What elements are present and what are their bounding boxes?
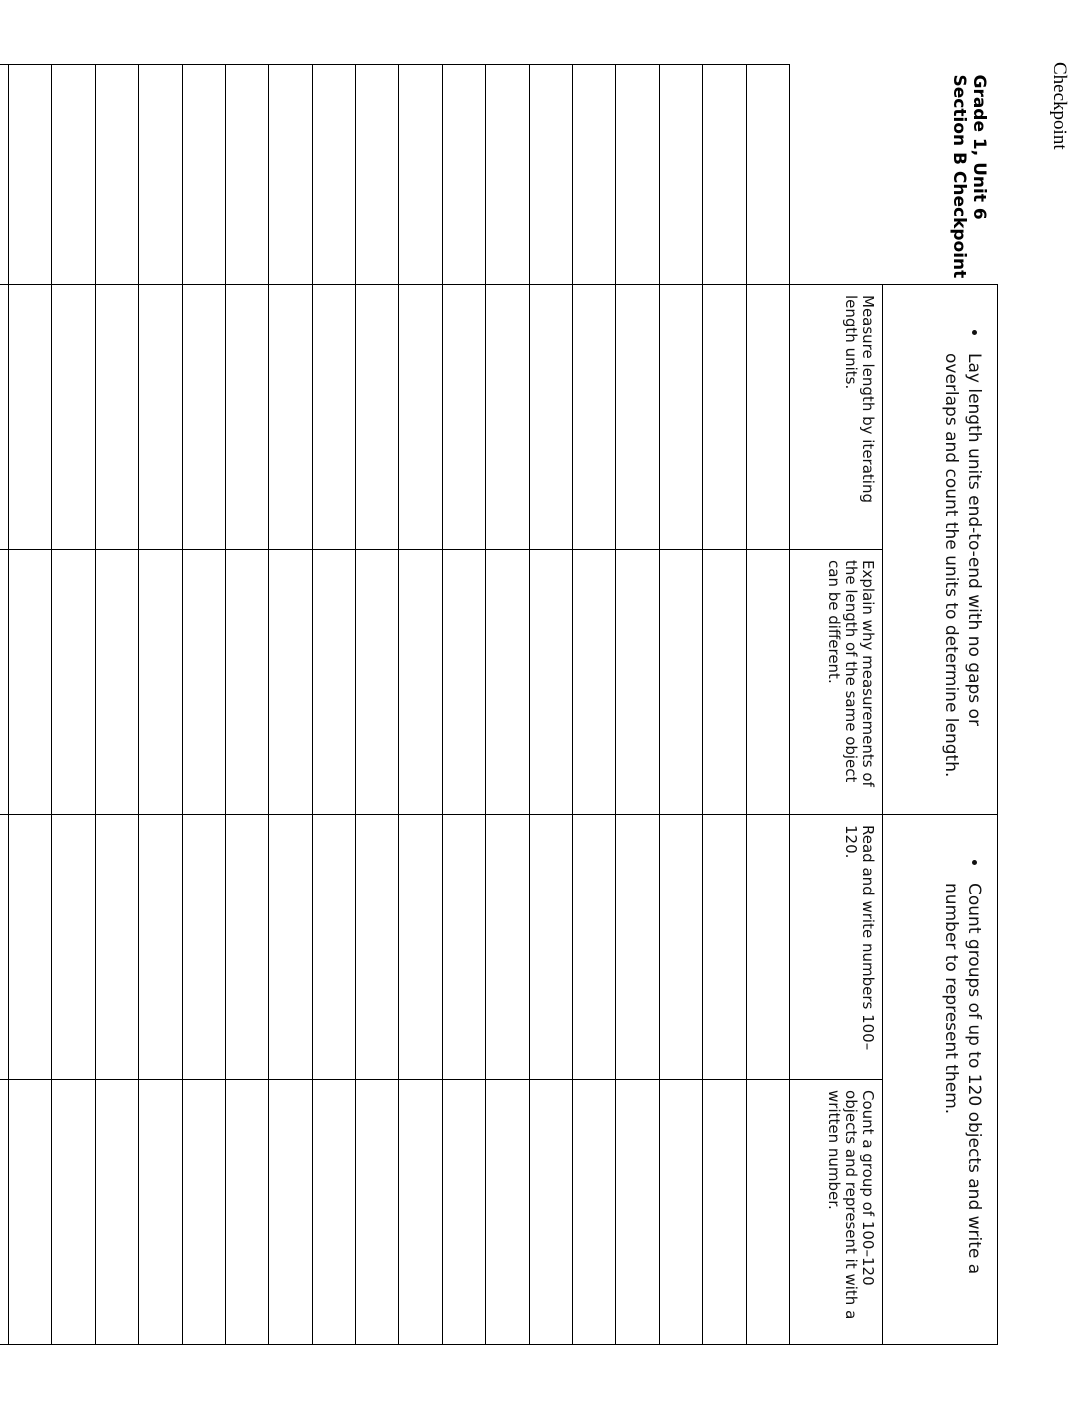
score-cell[interactable] [95, 1080, 138, 1345]
score-cell[interactable] [269, 550, 312, 815]
score-cell[interactable] [0, 550, 8, 815]
table-row [8, 65, 51, 1345]
score-cell[interactable] [659, 815, 702, 1080]
score-cell[interactable] [616, 1080, 659, 1345]
score-cell[interactable] [442, 815, 485, 1080]
table-row [225, 65, 268, 1345]
score-cell[interactable] [139, 285, 182, 550]
score-cell[interactable] [746, 1080, 789, 1345]
target-4: Count a group of 100–120 objects and represent it with a written number. [790, 1080, 883, 1345]
table-row [0, 65, 8, 1345]
score-cell[interactable] [0, 1080, 8, 1345]
score-cell[interactable] [139, 1080, 182, 1345]
score-cell[interactable] [95, 285, 138, 550]
table-row [573, 65, 616, 1345]
score-cell[interactable] [52, 815, 95, 1080]
student-name-cell[interactable] [312, 65, 355, 285]
score-cell[interactable] [8, 815, 51, 1080]
score-cell[interactable] [8, 550, 51, 815]
score-cell[interactable] [225, 1080, 268, 1345]
score-cell[interactable] [442, 550, 485, 815]
student-name-cell[interactable] [0, 65, 8, 285]
table-row [616, 65, 659, 1345]
score-cell[interactable] [703, 285, 746, 550]
table-row [269, 65, 312, 1345]
section-title: Grade 1, Unit 6 Section B Checkpoint [790, 65, 998, 285]
table-row [442, 65, 485, 1345]
score-cell[interactable] [356, 815, 399, 1080]
score-cell[interactable] [0, 815, 8, 1080]
score-cell[interactable] [182, 1080, 225, 1345]
student-name-cell[interactable] [269, 65, 312, 285]
student-rows [0, 65, 790, 1345]
student-name-cell[interactable] [573, 65, 616, 285]
student-name-cell[interactable] [139, 65, 182, 285]
score-cell[interactable] [442, 1080, 485, 1345]
student-name-cell[interactable] [529, 65, 572, 285]
score-cell[interactable] [486, 1080, 529, 1345]
student-name-cell[interactable] [95, 65, 138, 285]
score-cell[interactable] [225, 285, 268, 550]
student-name-cell[interactable] [659, 65, 702, 285]
score-cell[interactable] [399, 550, 442, 815]
student-name-cell[interactable] [486, 65, 529, 285]
score-cell[interactable] [52, 285, 95, 550]
score-cell[interactable] [703, 815, 746, 1080]
score-cell[interactable] [182, 815, 225, 1080]
score-cell[interactable] [269, 1080, 312, 1345]
table-row [399, 65, 442, 1345]
score-cell[interactable] [312, 815, 355, 1080]
score-cell[interactable] [616, 285, 659, 550]
score-cell[interactable] [659, 285, 702, 550]
checkpoint-table [0, 64, 998, 1345]
score-cell[interactable] [616, 550, 659, 815]
score-cell[interactable] [399, 815, 442, 1080]
group-bullet-1: • Lay length units end-to-end with no gaps or overlaps and count the units to determine length. [939, 347, 985, 800]
score-cell[interactable] [746, 285, 789, 550]
table-row [486, 65, 529, 1345]
score-cell[interactable] [8, 285, 51, 550]
score-cell[interactable] [182, 550, 225, 815]
student-name-cell[interactable] [182, 65, 225, 285]
score-cell[interactable] [95, 550, 138, 815]
group-header-2 [883, 815, 998, 1345]
score-cell[interactable] [659, 550, 702, 815]
score-cell[interactable] [356, 1080, 399, 1345]
score-cell[interactable] [356, 285, 399, 550]
score-cell[interactable] [8, 1080, 51, 1345]
table-row [356, 65, 399, 1345]
table-row [312, 65, 355, 1345]
student-name-cell[interactable] [616, 65, 659, 285]
score-cell[interactable] [312, 550, 355, 815]
student-name-cell[interactable] [356, 65, 399, 285]
score-cell[interactable] [312, 1080, 355, 1345]
score-cell[interactable] [616, 815, 659, 1080]
score-cell[interactable] [312, 285, 355, 550]
score-cell[interactable] [356, 550, 399, 815]
group-header-1 [883, 285, 998, 815]
score-cell[interactable] [399, 1080, 442, 1345]
score-cell[interactable] [529, 550, 572, 815]
table-row [139, 65, 182, 1345]
score-cell[interactable] [529, 815, 572, 1080]
student-name-cell[interactable] [703, 65, 746, 285]
score-cell[interactable] [659, 1080, 702, 1345]
page-header: Checkpoint [1049, 62, 1070, 150]
score-cell[interactable] [225, 550, 268, 815]
score-cell[interactable] [573, 550, 616, 815]
table-row [182, 65, 225, 1345]
student-name-cell[interactable] [225, 65, 268, 285]
score-cell[interactable] [573, 285, 616, 550]
group-bullet-2: • Count groups of up to 120 objects and write a number to represent them. [939, 877, 985, 1330]
score-cell[interactable] [139, 815, 182, 1080]
score-cell[interactable] [399, 285, 442, 550]
score-cell[interactable] [442, 285, 485, 550]
score-cell[interactable] [139, 550, 182, 815]
student-name-cell[interactable] [8, 65, 51, 285]
table-row [746, 65, 789, 1345]
score-cell[interactable] [269, 815, 312, 1080]
target-3: Read and write numbers 100–120. [790, 815, 883, 1080]
score-cell[interactable] [486, 285, 529, 550]
table-row [529, 65, 572, 1345]
table-row [659, 65, 702, 1345]
target-2: Explain why measurements of the length of the same object can be different. [790, 550, 883, 815]
score-cell[interactable] [225, 815, 268, 1080]
table-row [52, 65, 95, 1345]
score-cell[interactable] [95, 815, 138, 1080]
score-cell[interactable] [52, 550, 95, 815]
score-cell[interactable] [573, 1080, 616, 1345]
score-cell[interactable] [529, 285, 572, 550]
student-name-cell[interactable] [746, 65, 789, 285]
score-cell[interactable] [182, 285, 225, 550]
score-cell[interactable] [703, 550, 746, 815]
student-name-cell[interactable] [52, 65, 95, 285]
table-row [703, 65, 746, 1345]
score-cell[interactable] [746, 550, 789, 815]
score-cell[interactable] [486, 815, 529, 1080]
score-cell[interactable] [269, 285, 312, 550]
score-cell[interactable] [529, 1080, 572, 1345]
score-cell[interactable] [703, 1080, 746, 1345]
student-name-cell[interactable] [442, 65, 485, 285]
score-cell[interactable] [746, 815, 789, 1080]
table-row [95, 65, 138, 1345]
score-cell[interactable] [0, 285, 8, 550]
student-name-cell[interactable] [399, 65, 442, 285]
group-header-row [883, 65, 998, 1345]
score-cell[interactable] [52, 1080, 95, 1345]
score-cell[interactable] [573, 815, 616, 1080]
target-1: Measure length by iterating length units. [790, 285, 883, 550]
score-cell[interactable] [486, 550, 529, 815]
